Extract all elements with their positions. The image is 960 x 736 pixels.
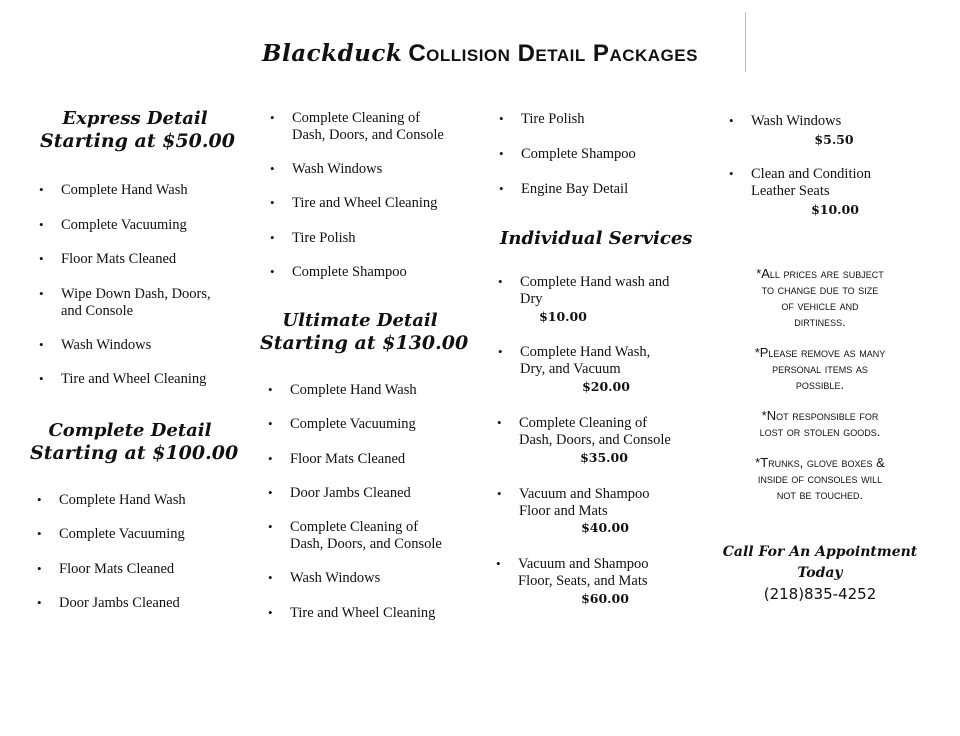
- service-line-2-text: Leather Seats: [751, 183, 830, 199]
- complete-item: • Complete Cleaning of: [292, 109, 420, 127]
- call-to-action: [722, 542, 918, 605]
- ultimate-item: • Wash Windows: [290, 569, 380, 587]
- ultimate-item: • Complete Hand Wash: [290, 381, 417, 399]
- express-heading: [40, 108, 235, 152]
- ultimate-item: • Complete Cleaning of: [290, 518, 418, 536]
- express-price: Starting at $50.00: [40, 130, 235, 152]
- note-line: *Trunks, glove boxes &: [755, 455, 885, 470]
- title-brand: Blackduck: [262, 40, 403, 67]
- service-line-2: [751, 182, 830, 200]
- service-line: • Complete Hand Wash,: [520, 343, 650, 361]
- service-line-2-text: Floor and Mats: [519, 503, 608, 519]
- express-item: • Floor Mats Cleaned: [61, 250, 176, 268]
- express-item: • Wash Windows: [61, 336, 151, 354]
- service-price: $60.00: [581, 591, 629, 606]
- service-line: • Vacuum and Shampoo: [519, 485, 649, 503]
- note-prices: [722, 266, 918, 330]
- ultimate-item: • Tire and Wheel Cleaning: [290, 604, 435, 622]
- ultimate-heading: [260, 310, 469, 354]
- service-line-2: [520, 290, 543, 308]
- complete-heading: [30, 420, 239, 464]
- phone-number: (218)835-4252: [763, 585, 877, 603]
- service-price: $40.00: [581, 520, 629, 535]
- express-item-continued: [61, 302, 133, 320]
- note-line: not be touched.: [776, 487, 864, 502]
- ultimate-item: • Door Jambs Cleaned: [290, 484, 411, 502]
- title-rest: Collision Detail Packages: [408, 40, 698, 67]
- complete-item: • Complete Shampoo: [292, 263, 407, 281]
- service-line: • Vacuum and Shampoo: [518, 555, 648, 573]
- ultimate-price: Starting at $130.00: [260, 332, 469, 354]
- call-line: Call For An Appointment: [722, 544, 918, 560]
- service-price: $10.00: [811, 202, 859, 217]
- service-line-2-text: Dry: [520, 291, 543, 307]
- express-item: • Wipe Down Dash, Doors,: [61, 285, 211, 303]
- service-line-2-text: Dash, Doors, and Console: [519, 432, 671, 448]
- ultimate-item: • Complete Vacuuming: [290, 415, 416, 433]
- complete-item: • Tire and Wheel Cleaning: [292, 194, 437, 212]
- complete-item: • Floor Mats Cleaned: [59, 560, 174, 578]
- complete-item: • Tire Polish: [292, 229, 356, 247]
- note-line: personal items as: [772, 361, 868, 376]
- note-line: *All prices are subject: [756, 266, 884, 281]
- complete-name: Complete Detail: [48, 420, 212, 441]
- service-line-2: [518, 572, 648, 590]
- complete-item: • Wash Windows: [292, 160, 382, 178]
- ultimate-item: • Engine Bay Detail: [521, 180, 628, 198]
- complete-item: • Complete Hand Wash: [59, 491, 186, 509]
- complete-item: • Door Jambs Cleaned: [59, 594, 180, 612]
- express-item-continued-text: and Console: [61, 303, 134, 319]
- note-personal-items: [722, 345, 918, 393]
- complete-price: Starting at $100.00: [30, 442, 239, 464]
- service-price: $20.00: [582, 379, 630, 394]
- ultimate-name: Ultimate Detail: [282, 310, 438, 331]
- service-line-2: [520, 360, 621, 378]
- complete-item-continued: [292, 126, 444, 144]
- ultimate-item: • Complete Shampoo: [521, 145, 636, 163]
- ultimate-item: • Floor Mats Cleaned: [290, 450, 405, 468]
- individual-heading: [500, 228, 693, 250]
- express-name: Express Detail: [62, 108, 208, 129]
- service-line: • Clean and Condition: [751, 165, 871, 183]
- service-price: $5.50: [814, 132, 854, 147]
- service-line: • Complete Hand wash and: [520, 273, 669, 291]
- note-trunks: [722, 455, 918, 503]
- note-line: lost or stolen goods.: [759, 424, 881, 439]
- service-line: • Complete Cleaning of: [519, 414, 647, 432]
- express-item: • Tire and Wheel Cleaning: [61, 370, 206, 388]
- individual-name: Individual Services: [500, 228, 693, 249]
- note-line: *Please remove as many: [754, 345, 886, 360]
- call-line: Today: [797, 565, 843, 581]
- note-line: possible.: [795, 377, 845, 392]
- page-title: [0, 40, 960, 68]
- complete-item-continued-text: Dash, Doors, and Console: [292, 127, 444, 143]
- express-item: • Complete Hand Wash: [61, 181, 188, 199]
- service-price: $10.00: [539, 309, 587, 324]
- service-line-2-text: Floor, Seats, and Mats: [518, 573, 648, 589]
- service-price: $35.00: [580, 450, 628, 465]
- complete-item: • Complete Vacuuming: [59, 525, 185, 543]
- ultimate-item: • Tire Polish: [521, 110, 585, 128]
- note-line: to change due to size: [761, 282, 879, 297]
- note-responsibility: [722, 408, 918, 440]
- note-line: dirtiness.: [794, 314, 846, 329]
- ultimate-item-continued-text: Dash, Doors, and Console: [290, 536, 442, 552]
- express-item: • Complete Vacuuming: [61, 216, 187, 234]
- note-line: inside of consoles will: [757, 471, 883, 486]
- ultimate-item-continued: [290, 535, 442, 553]
- note-line: *Not responsible for: [761, 408, 879, 423]
- note-line: of vehicle and: [781, 298, 859, 313]
- service-line-2-text: Dry, and Vacuum: [520, 361, 621, 377]
- service-line-2: [519, 431, 671, 449]
- service-line-2: [519, 502, 608, 520]
- service-line: • Wash Windows: [751, 112, 841, 130]
